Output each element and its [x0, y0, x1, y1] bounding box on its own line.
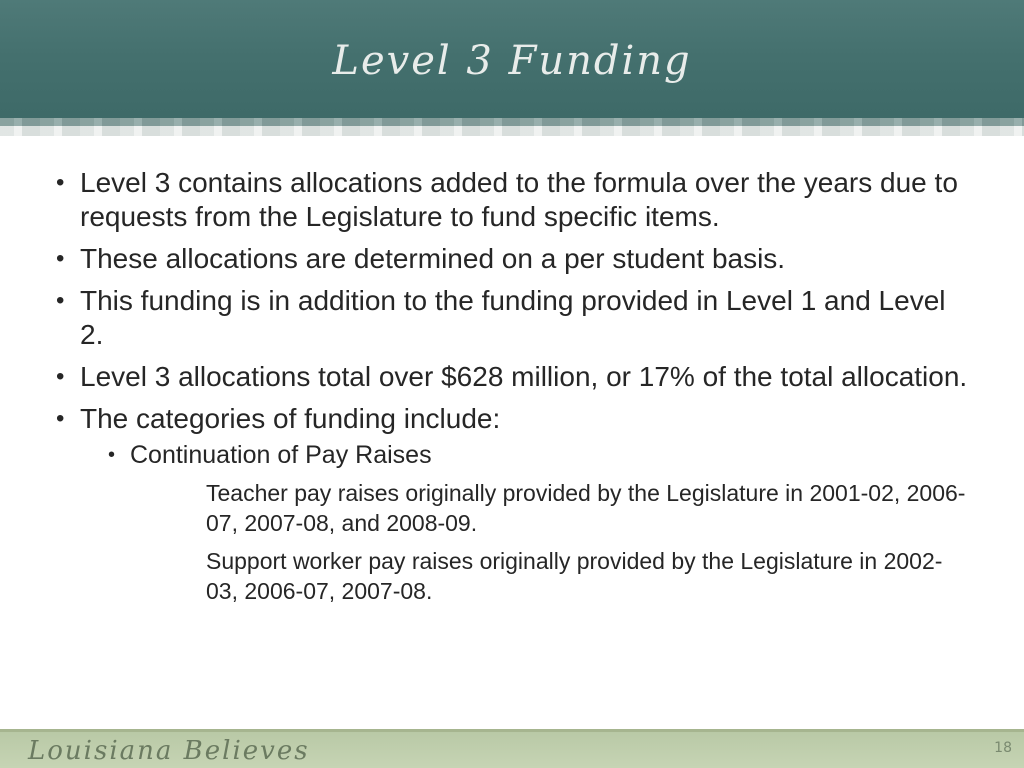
sub-detail-teacher: Teacher pay raises originally provided by the Legislature in 2001-02, 2006-07, 2007-08, and 2008-09.: [206, 480, 966, 536]
bullet-text: The categories of funding include:: [80, 403, 501, 434]
sub-detail-support: Support worker pay raises originally provided by the Legislature in 2002-03, 2006-07, 2007-08.: [206, 548, 943, 604]
bullet-list: [54, 166, 974, 470]
bullet-item: • Level 3 contains allocations added to the formula over the years due to requests from the Legislature to fund specific items.: [54, 166, 974, 234]
slide-footer: [0, 729, 1024, 768]
sub-bullet-list: [80, 440, 974, 470]
bullet-item: • Level 3 allocations total over $628 million, or 17% of the total allocation.: [54, 360, 974, 394]
footer-brand: Louisiana Believes: [28, 736, 310, 766]
slide-content: [54, 166, 974, 606]
sub-bullet-item: • Continuation of Pay Raises: [106, 440, 974, 470]
bullet-item: • This funding is in addition to the funding provided in Level 1 and Level 2.: [54, 284, 974, 352]
slide-title: Level 3 Funding: [332, 38, 692, 84]
page-number: 18: [994, 740, 1012, 756]
bullet-item: • These allocations are determined on a per student basis.: [54, 242, 974, 276]
slide-header: [0, 0, 1024, 126]
bullet-item-categories: [54, 402, 974, 470]
